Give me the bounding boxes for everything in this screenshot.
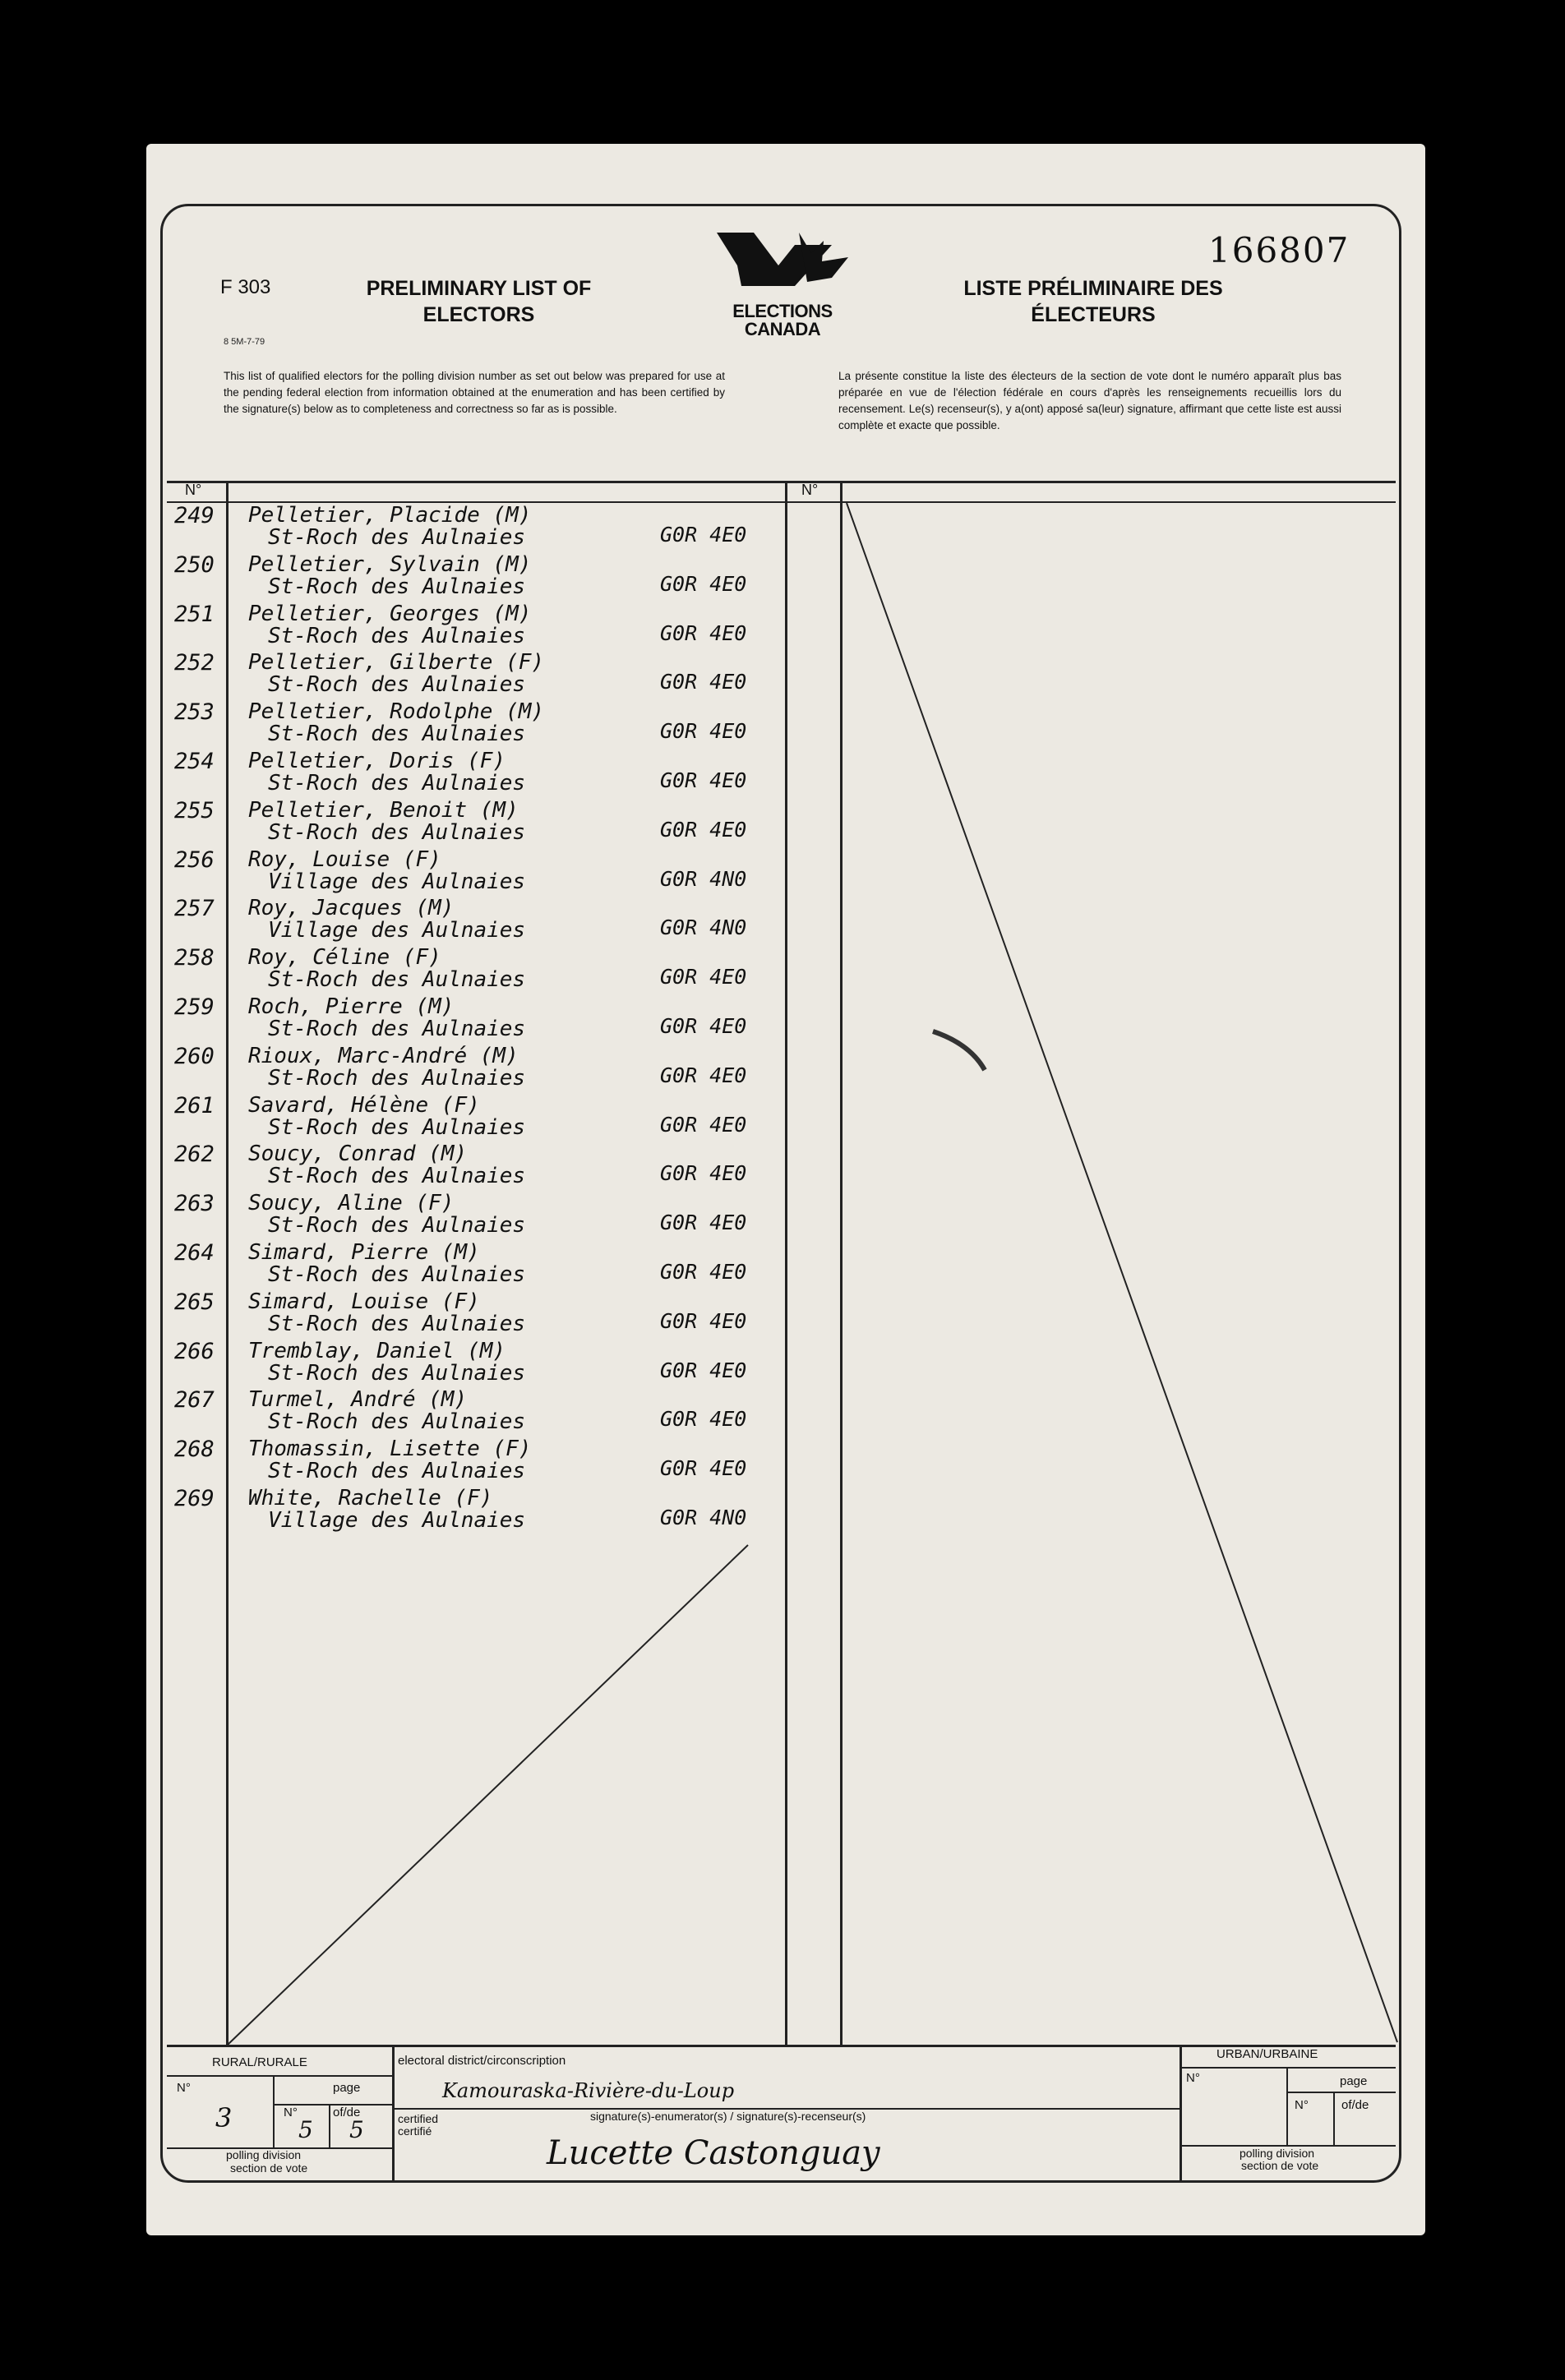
elector-name: Roy, Jacques (M) [248,896,455,921]
title-english: PRELIMINARY LIST OF ELECTORS [366,277,592,326]
elector-number: 260 [174,1043,215,1069]
rural-of-rule [329,2104,330,2147]
elector-address: St-Roch des Aulnaies [268,1213,526,1238]
section-de-vote-label: section de vote [230,2161,308,2175]
elector-number: 266 [174,1338,215,1364]
elector-address: St-Roch des Aulnaies [268,1459,526,1484]
elector-postal-code: G0R 4E0 [660,1211,747,1235]
urban-no-label: N° [1186,2071,1200,2085]
elector-number: 268 [174,1437,215,1463]
urban-of-label: of/de [1341,2098,1369,2112]
elector-name: Rioux, Marc-André (M) [248,1043,519,1068]
page-number: 5 [298,2116,313,2143]
elector-postal-code: G0R 4E0 [660,768,747,792]
urban-page-no-label: N° [1295,2098,1309,2112]
elector-number: 269 [174,1486,215,1511]
elector-postal-code: G0R 4E0 [660,670,747,694]
elector-address: Village des Aulnaies [268,869,526,894]
district-label: electoral district/circonscription [398,2054,566,2068]
elector-name: Pelletier, Georges (M) [248,601,532,626]
elector-name: Pelletier, Sylvain (M) [248,551,532,577]
elector-name: White, Rachelle (F) [248,1486,493,1511]
elector-address: St-Roch des Aulnaies [268,525,526,550]
urban-of-rule [1333,2092,1335,2145]
rural-page-no-label: N° [284,2106,298,2119]
elector-number: 251 [174,601,215,627]
elector-postal-code: G0R 4E0 [660,965,747,989]
elector-name: Roch, Pierre (M) [248,994,455,1019]
elector-postal-code: G0R 4E0 [660,1014,747,1038]
elector-address: St-Roch des Aulnaies [268,722,526,747]
footer-top-rule [167,2045,1396,2047]
elector-postal-code: G0R 4E0 [660,523,747,547]
elector-postal-code: G0R 4N0 [660,916,747,940]
elector-address: St-Roch des Aulnaies [268,1114,526,1140]
urban-no-rule [1286,2067,1288,2145]
elector-address: St-Roch des Aulnaies [268,967,526,993]
elector-postal-code: G0R 4E0 [660,1358,747,1382]
elector-name: Pelletier, Rodolphe (M) [248,699,545,725]
elector-name: Simard, Louise (F) [248,1289,480,1314]
elector-number: 255 [174,797,215,823]
elector-name: Soucy, Conrad (M) [248,1142,468,1167]
elector-number: 259 [174,994,215,1020]
elector-name: Pelletier, Placide (M) [248,503,532,528]
elector-number: 261 [174,1092,215,1119]
elector-name: Roy, Céline (F) [248,945,441,971]
elector-name: Savard, Hélène (F) [248,1092,480,1118]
elector-number: 256 [174,846,215,873]
elector-number: 250 [174,551,215,578]
elector-postal-code: G0R 4E0 [660,1456,747,1481]
elector-number: 254 [174,749,215,774]
polling-division-label: polling division [226,2148,302,2161]
elector-address: St-Roch des Aulnaies [268,1065,526,1091]
right-number-heading: N° [801,482,819,498]
certifie-label: certifié [398,2124,432,2138]
elector-number: 252 [174,650,215,676]
elector-address: St-Roch des Aulnaies [268,1017,526,1041]
certified-label: certified [398,2112,439,2125]
elector-postal-code: G0R 4E0 [660,571,747,596]
left-void-line [228,1545,748,2045]
polling-division-number: 3 [215,2102,233,2133]
elector-postal-code: G0R 4E0 [660,1260,747,1284]
elector-address: St-Roch des Aulnaies [268,574,526,599]
elector-number: 253 [174,699,215,726]
urban-polling-division-label: polling division [1240,2147,1315,2160]
elector-name: Tremblay, Daniel (M) [248,1338,506,1363]
intro-french: La présente constitue la liste des électeurs de la section de vote dont le numéro apparaît plus bas préparée en vue de l'élection fédérale en cours d'après les renseignements recueillis lors du recensement. Le(s) recenseur(s), y a(ont) apposé sa(leur) signature, affirmant que cette liste est aussi complète et exacte que possible. [838,370,1341,431]
title-french: LISTE PRÉLIMINAIRE DES ÉLECTEURS [963,277,1223,326]
elector-name: Thomassin, Lisette (F) [248,1437,532,1462]
elector-address: St-Roch des Aulnaies [268,1164,526,1189]
right-void-line [847,503,1397,2042]
elector-address: St-Roch des Aulnaies [268,819,526,845]
rural-page-label: page [333,2081,361,2095]
elector-name: Roy, Louise (F) [248,846,441,872]
elector-name: Pelletier, Doris (F) [248,749,506,773]
rural-no-label: N° [177,2081,191,2095]
elector-name: Pelletier, Gilberte (F) [248,650,545,676]
elector-postal-code: G0R 4E0 [660,1112,747,1137]
elector-number: 267 [174,1387,215,1414]
urban-left-rule [1180,2045,1182,2183]
elector-address: St-Roch des Aulnaies [268,672,526,698]
rural-no-rule [273,2075,275,2147]
print-code: 8 5M-7-79 [224,337,265,347]
elector-postal-code: G0R 4E0 [660,1407,747,1432]
elector-postal-code: G0R 4E0 [660,1308,747,1333]
elector-number: 263 [174,1191,215,1217]
elector-number: 257 [174,896,215,922]
elector-number: 249 [174,503,215,528]
rural-right-rule [392,2045,395,2183]
elector-address: St-Roch des Aulnaies [268,1311,526,1336]
signature-label: signature(s)-enumerator(s) / signature(s)-recenseur(s) [590,2110,866,2123]
elector-postal-code: G0R 4E0 [660,817,747,842]
elector-postal-code: G0R 4N0 [660,866,747,891]
urban-page-label: page [1340,2074,1368,2088]
elector-address: St-Roch des Aulnaies [268,1409,526,1435]
rural-label-rule [167,2075,392,2077]
urban-section-de-vote-label: section de vote [1241,2159,1319,2172]
form-number: F 303 [220,276,271,298]
elector-number: 264 [174,1240,215,1266]
urban-label: URBAN/URBAINE [1216,2047,1318,2061]
district-value: Kamouraska-Rivière-du-Loup [442,2079,735,2102]
elector-postal-code: G0R 4N0 [660,1506,747,1529]
elector-address: St-Roch des Aulnaies [268,771,526,796]
ink-mark [933,1031,985,1070]
elector-postal-code: G0R 4E0 [660,719,747,744]
elector-name: Turmel, André (M) [248,1387,468,1413]
elector-address: Village des Aulnaies [268,918,526,943]
logo-wordmark: ELECTIONS CANADA [732,301,833,339]
intro-english: This list of qualified electors for the polling division number as set out below was prepared for use at the pending federal election from information obtained at the enumeration and has been certified by the signature(s) below as to completeness and correctness so far as is possible. [224,370,725,415]
elector-number: 262 [174,1142,215,1168]
left-number-heading: N° [185,482,202,498]
elector-name: Pelletier, Benoit (M) [248,797,519,823]
elector-postal-code: G0R 4E0 [660,1161,747,1186]
enumerator-signature: Lucette Castonguay [547,2134,880,2172]
elector-address: St-Roch des Aulnaies [268,1360,526,1386]
elector-address: St-Roch des Aulnaies [268,623,526,648]
elector-postal-code: G0R 4E0 [660,620,747,645]
elector-number: 265 [174,1289,215,1315]
serial-number: 166807 [1208,230,1350,270]
elector-postal-code: G0R 4E0 [660,1063,747,1087]
rural-of-label: of/de [333,2106,361,2119]
elector-address: St-Roch des Aulnaies [268,1262,526,1287]
page-total: 5 [349,2116,364,2143]
elector-name: Simard, Pierre (M) [248,1240,480,1265]
rural-label: RURAL/RURALE [212,2055,307,2069]
elector-number: 258 [174,945,215,971]
elector-address: Village des Aulnaies [268,1508,526,1533]
elector-name: Soucy, Aline (F) [248,1191,455,1216]
urban-page-rule [1286,2092,1396,2093]
